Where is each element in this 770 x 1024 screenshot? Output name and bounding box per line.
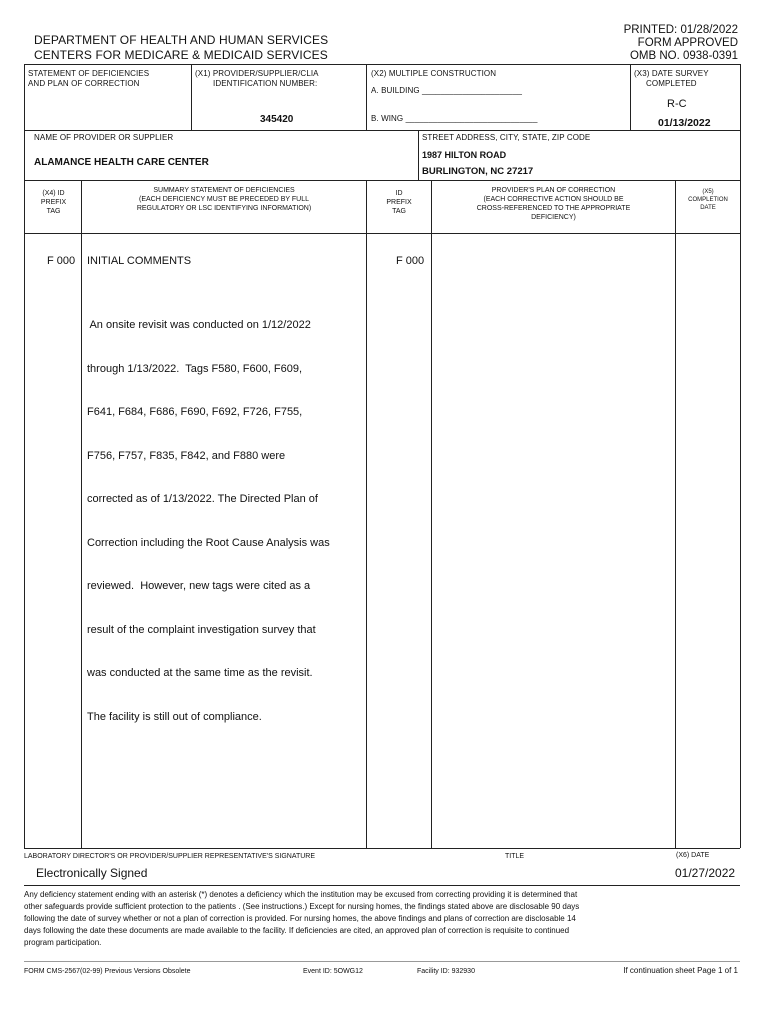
continuation-page: If continuation sheet Page 1 of 1 — [623, 966, 738, 975]
entry-title: INITIAL COMMENTS — [87, 255, 192, 267]
heading-summary — [82, 186, 366, 213]
heading-summary-3: REGULATORY OR LSC IDENTIFYING INFORMATION) — [136, 205, 312, 212]
omb-number: OMB NO. 0938-0391 — [629, 50, 738, 62]
agency-line-1: DEPARTMENT OF HEALTH AND HUMAN SERVICES — [34, 33, 329, 47]
heading-plan-1: PROVIDER'S PLAN OF CORRECTION — [491, 187, 616, 194]
rule-v1 — [191, 64, 192, 130]
heading-x4-1: (X4) ID — [42, 190, 65, 197]
heading-plan-3: CROSS-REFERENCED TO THE APPROPRIATE — [476, 205, 631, 212]
heading-id — [367, 189, 431, 216]
wing-blank: _____________________________ — [405, 114, 538, 123]
x3-label-2: COMPLETED — [646, 79, 697, 88]
entry-body — [87, 289, 363, 739]
heading-plan — [432, 186, 675, 222]
entry-line: The facility is still out of compliance. — [87, 710, 262, 723]
rule-left-edge — [24, 64, 25, 848]
heading-id-1: ID — [395, 190, 403, 197]
title-label: TITLE — [505, 853, 525, 860]
x1-label-1: (X1) PROVIDER/SUPPLIER/CLIA — [195, 69, 319, 78]
statement-label — [28, 69, 149, 89]
rule-provider-bottom — [24, 180, 740, 181]
rule-col-4 — [675, 180, 676, 848]
x1-label-2: IDENTIFICATION NUMBER: — [213, 79, 318, 88]
x1-label — [195, 69, 363, 89]
entry-right-tag: F 000 — [396, 255, 425, 267]
form-number: FORM CMS-2567(02-99) Previous Versions Obsolete — [24, 968, 191, 975]
date-label: (X6) DATE — [676, 852, 710, 859]
disclaimer-line: days following the date these documents are made available to the facility. If deficiencies are cited, an approved plan of correction is requisite to continued — [24, 926, 570, 935]
rule-right-edge — [740, 64, 741, 848]
heading-plan-2: (EACH CORRECTIVE ACTION SHOULD BE — [483, 196, 624, 203]
building-label: A. BUILDING — [371, 86, 420, 95]
statement-label-1: STATEMENT OF DEFICIENCIES — [28, 69, 150, 78]
rule-signature-bottom — [24, 885, 740, 886]
rule-col-2 — [366, 180, 367, 848]
disclaimer-line: following the date of survey whether or not a plan of correction is provided. For nursing homes, the above findings and plans of correction are disclosable 14 — [24, 914, 576, 923]
rule-box1-bottom — [24, 130, 740, 131]
heading-x5-1: (X5) — [702, 189, 714, 195]
signature-value: Electronically Signed — [36, 866, 148, 880]
entry-line: corrected as of 1/13/2022. The Directed Plan of — [87, 493, 318, 505]
disclaimer — [24, 889, 740, 949]
rule-v3 — [630, 64, 631, 130]
rule-footer — [24, 961, 740, 962]
agency-title — [34, 33, 328, 63]
wing-field — [371, 114, 538, 124]
heading-id-2: PREFIX — [386, 199, 412, 206]
heading-x4 — [26, 189, 81, 216]
wing-label: B. WING — [371, 114, 404, 123]
heading-summary-1: SUMMARY STATEMENT OF DEFICIENCIES — [153, 187, 295, 194]
entry-left-tag: F 000 — [47, 255, 76, 267]
disclaimer-line: program participation. — [24, 938, 102, 947]
event-id: Event ID: 5OWG12 — [303, 968, 363, 975]
rule-col-1 — [81, 180, 82, 848]
signature-date: 01/27/2022 — [675, 866, 736, 880]
provider-name-value: ALAMANCE HEALTH CARE CENTER — [34, 157, 209, 168]
entry-line: was conducted at the same time as the revisit. — [87, 667, 313, 679]
rule-heading-bottom — [24, 233, 740, 234]
provider-id-value: 345420 — [260, 114, 294, 125]
disclaimer-line: Any deficiency statement ending with an asterisk (*) denotes a deficiency which the institution may be excused from correcting providing it is determined that — [24, 890, 578, 899]
heading-x5-2: COMPLETION — [688, 197, 728, 203]
address-label: STREET ADDRESS, CITY, STATE, ZIP CODE — [422, 133, 591, 142]
rule-v2 — [366, 64, 367, 130]
heading-x5 — [676, 188, 740, 212]
printed-date: PRINTED: 01/28/2022 — [623, 24, 738, 36]
entry-line: F641, F684, F686, F690, F692, F726, F755, — [87, 406, 303, 418]
agency-line-2: CENTERS FOR MEDICARE & MEDICAID SERVICES — [34, 48, 328, 62]
heading-plan-4: DEFICIENCY) — [531, 214, 576, 221]
entry-line: result of the complaint investigation survey that — [87, 623, 316, 636]
building-blank: ______________________ — [422, 86, 523, 95]
provider-name-label: NAME OF PROVIDER OR SUPPLIER — [34, 133, 174, 142]
statement-label-2: AND PLAN OF CORRECTION — [28, 79, 140, 88]
entry-line: F756, F757, F835, F842, and F880 were — [87, 449, 286, 462]
disclaimer-line: other safeguards provide sufficient protection to the patients . (See instructions.) Except for nursing homes, the findings stated above are disclosable 90 days — [24, 902, 580, 911]
heading-summary-2: (EACH DEFICIENCY MUST BE PRECEDED BY FULL — [139, 196, 309, 203]
x2-label: (X2) MULTIPLE CONSTRUCTION — [371, 69, 497, 78]
city-state-zip: BURLINGTON, NC 27217 — [422, 166, 534, 177]
heading-x4-2: PREFIX — [40, 199, 67, 206]
entry-line: An onsite revisit was conducted on 1/12/2022 — [87, 319, 311, 331]
signature-label: LABORATORY DIRECTOR'S OR PROVIDER/SUPPLIER REPRESENTATIVE'S SIGNATURE — [24, 853, 316, 860]
rule-signature-top — [24, 848, 740, 849]
heading-x4-3: TAG — [46, 208, 61, 215]
facility-id: Facility ID: 932930 — [417, 968, 475, 975]
street-address: 1987 HILTON ROAD — [422, 150, 507, 160]
heading-x5-3: DATE — [700, 205, 716, 211]
heading-id-3: TAG — [392, 208, 406, 215]
x3-label — [634, 69, 738, 89]
entry-line: Correction including the Root Cause Analysis was — [87, 536, 330, 549]
entry-line: reviewed. However, new tags were cited as a — [87, 580, 311, 592]
survey-date: 01/13/2022 — [658, 117, 711, 129]
survey-type: R-C — [667, 98, 687, 110]
rule-col-3 — [431, 180, 432, 848]
rule-v-name — [418, 130, 419, 180]
rule-top — [24, 64, 740, 65]
entry-line: through 1/13/2022. Tags F580, F600, F609, — [87, 362, 303, 375]
building-field — [371, 86, 522, 96]
x3-label-1: (X3) DATE SURVEY — [634, 69, 709, 78]
form-approved: FORM APPROVED — [637, 37, 738, 49]
print-info — [624, 24, 738, 63]
